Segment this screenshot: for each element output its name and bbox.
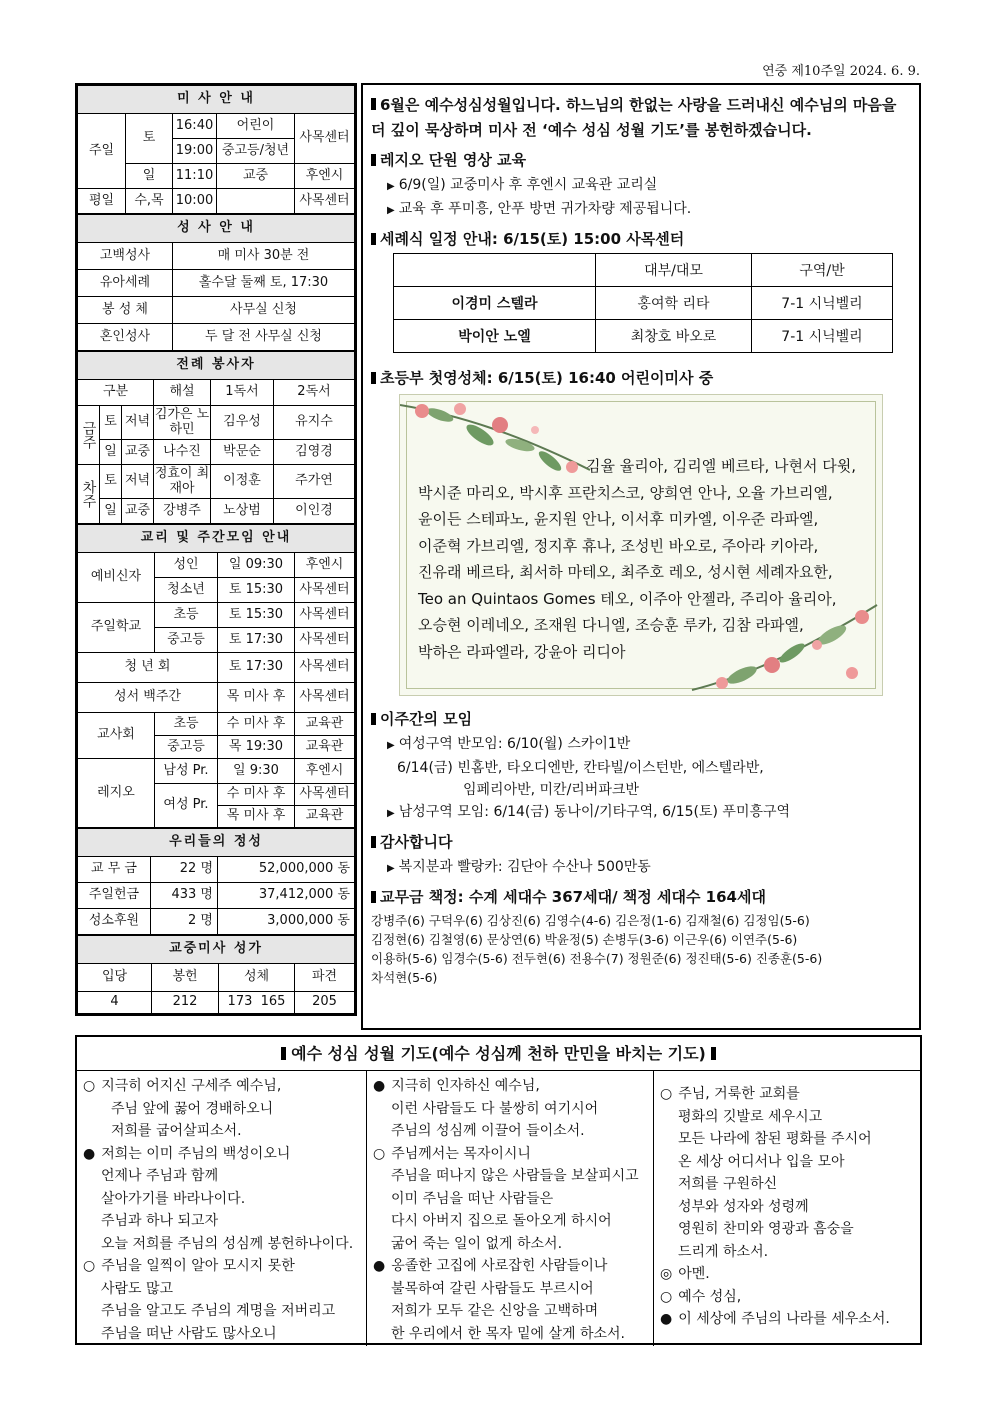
section-marker-icon — [371, 233, 376, 245]
triangle-bullet-icon: ▶ — [387, 863, 395, 874]
server-mass: 교중 — [122, 499, 154, 524]
filled-circle-icon: ● — [660, 1311, 673, 1327]
section-marker-icon — [711, 1047, 716, 1060]
offering-table — [77, 828, 355, 935]
prayer-line-text: 예수 성심, — [678, 1288, 742, 1305]
prayer-line-text: 저희는 이미 주님의 백성이오니 — [101, 1145, 291, 1162]
hymn-header: 파견 — [295, 964, 355, 992]
prayer-line — [373, 1300, 649, 1323]
legio-section-title — [371, 149, 911, 170]
communion-line: 오승현 이레네오, 조재원 다니엘, 조승훈 루카, 김참 라파엘, — [418, 616, 804, 634]
saturday-label: 토 — [126, 114, 173, 164]
prayer-title-text: 예수 성심 성월 기도(예수 성심께 천하 만민을 바치는 기도) — [291, 1044, 706, 1063]
prayer-line — [373, 1233, 649, 1256]
offering-name: 성소후원 — [78, 909, 151, 935]
sacrament-desc: 홀수달 둘째 토, 17:30 — [173, 270, 355, 297]
offering-amount: 52,000,000 동 — [218, 857, 355, 883]
thanks-section-title — [371, 831, 911, 852]
open-circle-icon: ○ — [83, 1258, 96, 1274]
baptism-godparent: 홍여학 리타 — [596, 287, 752, 320]
communion-line: 윤이든 스테파노, 윤지원 안나, 이서후 미카엘, 이우준 라파엘, — [418, 510, 819, 528]
prayer-line-text: 저희를 구원하신 — [678, 1176, 778, 1192]
prayer-column-1 — [77, 1071, 366, 1346]
sacrament-name: 혼인성사 — [78, 324, 173, 351]
prayer-line — [83, 1255, 362, 1278]
communion-section-title — [371, 367, 911, 388]
communion-names — [418, 453, 858, 665]
prayer-line-text: 한 우리에서 한 목자 밑에 살게 하소서. — [391, 1325, 626, 1342]
prayer-line — [660, 1218, 916, 1241]
offering-amount: 3,000,000 동 — [218, 909, 355, 935]
baptism-table — [393, 253, 893, 353]
mass-target: 중고등/청년 — [217, 139, 295, 164]
section-marker-icon — [371, 154, 376, 166]
prayer-line — [83, 1278, 362, 1301]
prayer-line — [373, 1098, 649, 1121]
wedthu-label: 수,목 — [126, 189, 173, 214]
open-circle-icon: ○ — [660, 1086, 673, 1102]
sunday-day-label: 일 — [126, 164, 173, 189]
prayer-line — [83, 1165, 362, 1188]
baptism-district: 7-1 시닉벨리 — [752, 287, 893, 320]
class-label: 초등 — [155, 713, 218, 736]
filled-circle-icon: ● — [373, 1078, 386, 1094]
tithe-title-text: 교무금 책정: 수계 세대수 367세대/ 책정 세대수 164세대 — [380, 888, 766, 906]
class-time: 토 15:30 — [218, 578, 295, 603]
intro-text: 6월은 예수성심성월입니다. 하느님의 한없는 사랑을 드러내신 예수님의 마음을 더 깊이 묵상하며 미사 전 ‘예수 성심 성월 기도’를 봉헌하겠습니다. — [371, 96, 897, 139]
prayer-line — [83, 1188, 362, 1211]
sacrament-name: 봉 성 체 — [78, 297, 173, 324]
hymn-number: 212 — [152, 992, 219, 1014]
mass-target: 어린이 — [217, 114, 295, 139]
sacrament-desc: 두 달 전 사무실 신청 — [173, 324, 355, 351]
prayer-line-text: 이 세상에 주님의 나라를 세우소서. — [678, 1311, 890, 1327]
tithe-line: 김정현(6) 김철영(6) 문상연(6) 박윤정(5) 손병두(3-6) 이근우(6) 이연주(5-6) — [371, 932, 798, 947]
sunday-label: 주일 — [78, 114, 126, 189]
hymns-table — [77, 935, 355, 1014]
prayer-line — [373, 1075, 649, 1098]
meetings-line: 6/14(금) 빈홈반, 타오디엔반, 칸타빌/이스턴반, 에스텔라반, — [397, 760, 764, 776]
servers-header: 구분 — [78, 380, 154, 406]
section-marker-icon — [371, 372, 376, 384]
mass-time: 19:00 — [173, 139, 217, 164]
class-place: 사목센터 — [295, 653, 355, 683]
servers-header: 해설 — [154, 380, 211, 406]
class-place: 교육관 — [295, 713, 355, 736]
tithe-section-title — [371, 886, 911, 907]
mass-place: 후엔시 — [295, 164, 355, 189]
tithe-line: 이용하(5-6) 임경수(5-6) 전두현(6) 전용수(7) 정원준(6) 정진태(5-6) 진종훈(5-6) — [371, 951, 823, 966]
class-time: 토 17:30 — [218, 628, 295, 653]
class-label: 중고등 — [155, 628, 218, 653]
tithe-names — [371, 911, 911, 987]
triangle-bullet-icon: ▶ — [387, 808, 395, 819]
baptism-header — [394, 254, 596, 287]
legio-title-text: 레지오 단원 영상 교육 — [380, 151, 527, 169]
prayer-line-text: 드리게 하소서. — [678, 1243, 769, 1260]
server-mass: 저녁 — [122, 406, 154, 440]
prayer-line — [373, 1143, 649, 1166]
prayer-line — [660, 1308, 916, 1331]
offering-count: 22 명 — [151, 857, 218, 883]
sunday-school-label: 주일학교 — [78, 603, 155, 653]
prayer-line — [83, 1143, 362, 1166]
mass-time: 16:40 — [173, 114, 217, 139]
prayer-line-text: 저희가 모두 같은 신앙을 고백하며 — [391, 1303, 599, 1319]
prayer-line — [660, 1151, 916, 1174]
section-marker-icon — [371, 713, 376, 725]
communion-title-text: 초등부 첫영성체: 6/15(토) 16:40 어린이미사 중 — [380, 369, 714, 387]
prayer-line-text: 굶어 죽는 일이 없게 하소서. — [391, 1235, 563, 1252]
mass-time: 10:00 — [173, 189, 217, 214]
servers-header: 1독서 — [211, 380, 274, 406]
meetings-line: 임페리아반, 미칸/리버파크반 — [463, 782, 639, 798]
class-label: 중고등 — [155, 736, 218, 759]
server-host: 나수진 — [154, 440, 211, 465]
hymn-header: 입당 — [78, 964, 152, 992]
hymn-header: 봉헌 — [152, 964, 219, 992]
offering-name: 주일헌금 — [78, 883, 151, 909]
prayer-line — [83, 1210, 362, 1233]
communion-card — [399, 394, 883, 696]
server-reader1: 노상범 — [211, 499, 274, 524]
prayer-line-text: 성부와 성자와 성령께 — [678, 1198, 809, 1215]
prayer-line-text: 이미 주님을 떠난 사람들은 — [391, 1190, 554, 1207]
class-time: 일 09:30 — [218, 553, 295, 578]
list-item-text: 여성구역 반모임: 6/10(월) 스카이1반 — [398, 736, 631, 752]
class-place: 교육관 — [295, 806, 355, 828]
prayer-line — [660, 1196, 916, 1219]
teachers-label: 교사회 — [78, 713, 155, 759]
catechism-table — [77, 524, 355, 828]
server-reader2: 유지수 — [274, 406, 355, 440]
baptism-section-title — [371, 228, 911, 249]
class-place: 후엔시 — [295, 759, 355, 784]
class-place: 사목센터 — [295, 784, 355, 806]
list-item-text: 남성구역 모임: 6/14(금) 동나이/기타구역, 6/15(토) 푸미흥구역 — [398, 804, 791, 820]
prayer-line — [660, 1128, 916, 1151]
youth-label: 청 년 회 — [78, 653, 218, 683]
sacrament-name: 유아세례 — [78, 270, 173, 297]
catechism-title: 교리 및 주간모임 안내 — [78, 525, 355, 553]
offering-amount: 37,412,000 동 — [218, 883, 355, 909]
prayer-line-text: 다시 아버지 집으로 돌아오게 하시어 — [391, 1213, 612, 1229]
list-item — [387, 733, 911, 757]
prayer-line — [660, 1286, 916, 1309]
class-place: 사목센터 — [295, 578, 355, 603]
prayer-line — [83, 1233, 362, 1256]
baptism-godparent: 최창호 바오로 — [596, 320, 752, 353]
mass-place: 사목센터 — [295, 114, 355, 164]
server-day: 일 — [100, 440, 122, 465]
mass-title: 미 사 안 내 — [78, 86, 355, 114]
list-item — [387, 801, 911, 825]
filled-circle-icon: ● — [83, 1145, 96, 1162]
class-label: 초등 — [155, 603, 218, 628]
catechumen-label: 예비신자 — [78, 553, 155, 603]
thanks-title-text: 감사합니다 — [380, 833, 453, 851]
prayer-line-text: 사람도 많고 — [101, 1280, 174, 1297]
communion-line: 진유래 베르타, 최서하 마테오, 최주호 레오, 성시현 세례자요한, — [418, 563, 833, 581]
prayer-line — [660, 1083, 916, 1106]
class-label: 남성 Pr. — [155, 759, 218, 784]
mass-table — [77, 85, 355, 214]
prayer-line-text: 지극히 인자하신 예수님, — [391, 1078, 540, 1094]
baptism-title-text: 세례식 일정 안내: 6/15(토) 15:00 사목센터 — [380, 230, 685, 248]
server-day: 일 — [100, 499, 122, 524]
legio-label: 레지오 — [78, 759, 155, 828]
sacrament-desc: 사무실 신청 — [173, 297, 355, 324]
hymn-header: 성체 — [219, 964, 295, 992]
server-reader1: 박문순 — [211, 440, 274, 465]
tithe-line: 차석현(5-6) — [371, 970, 438, 985]
prayer-line-text: 온 세상 어디서나 입을 모아 — [678, 1153, 845, 1170]
prayer-line-text: 영원히 찬미와 영광과 흠숭을 — [678, 1221, 854, 1237]
servers-title: 전례 봉사자 — [78, 352, 355, 380]
server-mass: 교중 — [122, 440, 154, 465]
hymn-number: 4 — [78, 992, 152, 1014]
server-day: 토 — [100, 465, 122, 499]
server-reader1: 이정훈 — [211, 465, 274, 499]
list-item — [387, 198, 911, 222]
baptism-header: 구역/반 — [752, 254, 893, 287]
hymns-title: 교중미사 성가 — [78, 936, 355, 964]
server-reader2: 이인경 — [274, 499, 355, 524]
prayer-line-text: 주님을 일찍이 알아 모시지 못한 — [101, 1258, 295, 1274]
prayer-line — [373, 1120, 649, 1143]
server-reader2: 김영경 — [274, 440, 355, 465]
server-reader1: 김우성 — [211, 406, 274, 440]
sacrament-desc: 매 미사 30분 전 — [173, 243, 355, 270]
class-place: 사목센터 — [295, 683, 355, 713]
prayer-line-text: 이런 사람들도 다 불쌍히 여기시어 — [391, 1100, 599, 1117]
list-item — [387, 174, 911, 198]
prayer-line — [373, 1255, 649, 1278]
prayer-line — [660, 1106, 916, 1129]
prayer-line — [373, 1165, 649, 1188]
double-circle-icon: ◎ — [660, 1266, 673, 1282]
triangle-bullet-icon: ▶ — [387, 181, 395, 192]
prayer-columns — [77, 1071, 920, 1346]
section-marker-icon — [371, 98, 376, 110]
hymn-number: 205 — [295, 992, 355, 1014]
prayer-line-text: 평화의 깃발로 세우시고 — [678, 1108, 823, 1125]
offering-title: 우리들의 정성 — [78, 829, 355, 857]
section-marker-icon — [371, 836, 376, 848]
sacrament-title: 성 사 안 내 — [78, 215, 355, 243]
class-place: 교육관 — [295, 736, 355, 759]
prayer-line — [373, 1278, 649, 1301]
class-place: 사목센터 — [295, 603, 355, 628]
prayer-line-text: 주님의 성심께 이끌어 들이소서. — [391, 1123, 585, 1139]
section-marker-icon — [371, 891, 376, 903]
class-time: 토 15:30 — [218, 603, 295, 628]
offering-count: 433 명 — [151, 883, 218, 909]
prayer-line — [660, 1173, 916, 1196]
sacrament-table — [77, 214, 355, 351]
filled-circle-icon: ● — [373, 1258, 386, 1274]
class-label: 청소년 — [155, 578, 218, 603]
prayer-title — [77, 1037, 920, 1071]
class-label: 여성 Pr. — [155, 784, 218, 828]
prayer-line — [660, 1241, 916, 1264]
next-week-label: 차주 — [78, 465, 100, 524]
prayer-line — [373, 1188, 649, 1211]
server-host: 김가은 노하민 — [154, 406, 211, 440]
this-week-label: 금주 — [78, 406, 100, 465]
meetings-title-text: 이주간의 모임 — [380, 710, 473, 728]
class-time: 토 17:30 — [218, 653, 295, 683]
prayer-line-text: 주님을 떠나지 않은 사람들을 보살피시고 — [391, 1168, 639, 1184]
mass-place: 사목센터 — [295, 189, 355, 214]
servers-table — [77, 351, 355, 524]
server-day: 토 — [100, 406, 122, 440]
mass-target: 교중 — [217, 164, 295, 189]
prayer-line-text: 지극히 어지신 구세주 예수님, — [101, 1078, 282, 1094]
prayer-line-text: 모든 나라에 참된 평화를 주시어 — [678, 1131, 872, 1147]
communion-line: Teo an Quintaos Gomes 테오, 이주아 안젤라, 주리아 율리아, — [418, 589, 837, 608]
prayer-line — [83, 1120, 362, 1143]
prayer-line-text: 주님께서는 목자이시니 — [391, 1145, 531, 1162]
offering-count: 2 명 — [151, 909, 218, 935]
prayer-column-3 — [653, 1071, 920, 1346]
weekday-label: 평일 — [78, 189, 126, 214]
server-mass: 저녁 — [122, 465, 154, 499]
prayer-line — [660, 1263, 916, 1286]
baptism-candidate: 박이안 노엘 — [394, 320, 596, 353]
list-item — [387, 856, 911, 880]
communion-line: 이준혁 가브리엘, 정지후 휴나, 조성빈 바오로, 주아라 키아라, — [418, 536, 819, 555]
bible-label: 성서 백주간 — [78, 683, 218, 713]
prayer-line — [83, 1323, 362, 1346]
mass-time: 11:10 — [173, 164, 217, 189]
prayer-line-text: 주님과 하나 되고자 — [101, 1213, 219, 1229]
open-circle-icon: ○ — [373, 1145, 386, 1162]
list-item-text: 복지분과 빨랑카: 김단아 수산나 500만동 — [398, 859, 651, 875]
class-label: 성인 — [155, 553, 218, 578]
right-column — [361, 83, 921, 1030]
list-item-text: 교육 후 푸미흥, 안푸 방면 귀가차량 제공됩니다. — [398, 201, 692, 217]
prayer-box — [75, 1035, 922, 1345]
sacrament-name: 고백성사 — [78, 243, 173, 270]
class-time: 수 미사 후 — [218, 713, 295, 736]
class-time: 수 미사 후 — [218, 784, 295, 806]
offering-name: 교 무 금 — [78, 857, 151, 883]
communion-line: 박시준 마리오, 박시후 프란치스코, 양희연 안나, 오율 가브리엘, — [418, 483, 833, 502]
servers-header: 2독서 — [274, 380, 355, 406]
open-circle-icon: ○ — [83, 1078, 96, 1094]
prayer-line-text: 주님, 거룩한 교회를 — [678, 1086, 800, 1102]
prayer-line-text: 옹졸한 고집에 사로잡힌 사람들이나 — [391, 1258, 608, 1274]
prayer-line-text: 주님을 알고도 주님의 계명을 저버리고 — [101, 1303, 336, 1319]
prayer-line-text: 저희를 굽어살피소서. — [111, 1123, 242, 1139]
class-time: 목 19:30 — [218, 736, 295, 759]
prayer-line — [373, 1323, 649, 1346]
communion-line: 김율 율리아, 김리엘 베르타, 나현서 다윗, — [586, 457, 856, 475]
class-time: 목 미사 후 — [218, 683, 295, 713]
intro-paragraph — [371, 93, 911, 143]
open-circle-icon: ○ — [660, 1288, 673, 1305]
list-item-text: 6/9(일) 교중미사 후 후엔시 교육관 교리실 — [398, 177, 658, 193]
mass-target — [217, 189, 295, 214]
section-marker-icon — [281, 1047, 286, 1060]
tithe-line: 강병주(6) 구덕우(6) 김상진(6) 김영수(4-6) 김은정(1-6) 김재철(6) 김정임(5-6) — [371, 913, 810, 928]
class-time: 목 미사 후 — [218, 806, 295, 828]
hymn-number: 173 165 — [219, 992, 295, 1014]
prayer-line — [83, 1075, 362, 1098]
class-time: 일 9:30 — [218, 759, 295, 784]
triangle-bullet-icon: ▶ — [387, 205, 395, 216]
prayer-line — [373, 1210, 649, 1233]
prayer-line — [83, 1300, 362, 1323]
prayer-line-text: 주님을 떠난 사람도 많사오니 — [101, 1325, 277, 1342]
triangle-bullet-icon: ▶ — [387, 740, 395, 751]
prayer-line-text: 살아가기를 바라나이다. — [101, 1190, 246, 1207]
baptism-header: 대부/대모 — [596, 254, 752, 287]
prayer-line — [83, 1098, 362, 1121]
prayer-line-text: 주님 앞에 꿇어 경배하오니 — [111, 1100, 274, 1117]
server-reader2: 주가연 — [274, 465, 355, 499]
prayer-line-text: 아멘. — [678, 1266, 710, 1282]
class-place: 사목센터 — [295, 628, 355, 653]
issue-header: 연중 제10주일 2024. 6. 9. — [762, 64, 920, 79]
prayer-line-text: 불목하여 갈린 사람들도 부르시어 — [391, 1280, 594, 1297]
prayer-line-text: 오늘 저희를 주님의 성심께 봉헌하나이다. — [101, 1235, 354, 1252]
server-host: 정효이 최재아 — [154, 465, 211, 499]
server-host: 강병주 — [154, 499, 211, 524]
left-column — [75, 83, 357, 1016]
prayer-line-text: 언제나 주님과 함께 — [101, 1168, 219, 1184]
communion-line: 박하은 라파엘라, 강윤아 리디아 — [418, 642, 626, 661]
baptism-district: 7-1 시닉벨리 — [752, 320, 893, 353]
baptism-candidate: 이경미 스텔라 — [394, 287, 596, 320]
class-place: 후엔시 — [295, 553, 355, 578]
prayer-column-2 — [366, 1071, 653, 1346]
meetings-section-title — [371, 708, 911, 729]
